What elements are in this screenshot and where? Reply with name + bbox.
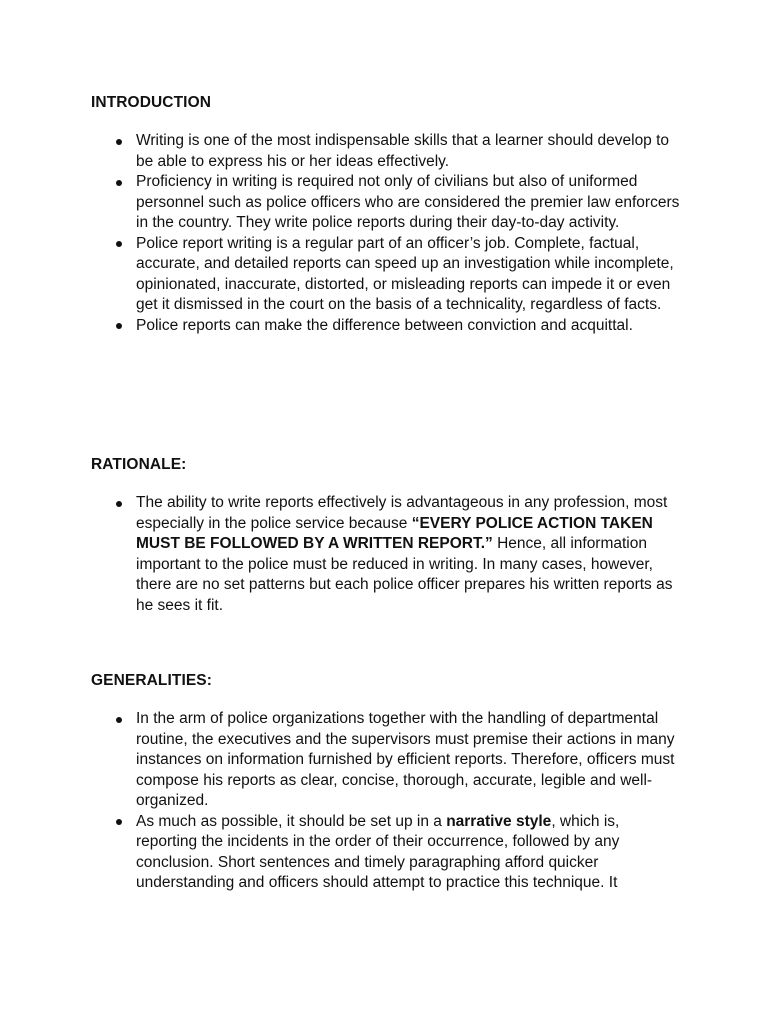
- bullet-icon: [116, 819, 122, 825]
- rationale-text-before: The ability to write reports effectively is advantageous in any profession, most especially in the police service because: [136, 494, 668, 532]
- list-item: [91, 812, 691, 894]
- bullet-icon: [116, 501, 122, 507]
- list-item: [91, 234, 691, 316]
- bullet-icon: [116, 180, 122, 186]
- list-item-text: [136, 812, 682, 894]
- list-item: [91, 316, 691, 337]
- list-item: [91, 172, 691, 234]
- list-item-text: In the arm of police organizations together with the handling of departmental routine, the executives and the supervisors must premise their actions in many instances on information furnished by efficient reports. Therefore, officers must compose his reports as clear, concise, thorough, accurate, legible and well-organized.: [136, 710, 675, 809]
- list-item-text: Police report writing is a regular part of an officer’s job. Complete, factual, accurate, and detailed reports can speed up an investigation while incomplete, opinionated, inaccurate, distorted, or misleading reports can impede it or even get it dismissed in the court on the basis of a technicality, regardless of facts.: [136, 234, 674, 313]
- generalities-text-before: As much as possible, it should be set up in a: [136, 812, 447, 830]
- introduction-section: [91, 93, 691, 336]
- rationale-bullet-list: [91, 493, 691, 616]
- bullet-icon: [116, 717, 122, 723]
- rationale-heading: RATIONALE:: [91, 456, 187, 473]
- bullet-icon: [116, 139, 122, 145]
- rationale-section: [91, 455, 691, 616]
- generalities-heading: GENERALITIES:: [91, 672, 213, 689]
- bullet-icon: [116, 241, 122, 247]
- generalities-section: [91, 671, 691, 894]
- rationale-text-after: Hence, all information important to the police must be reduced in writing. In many cases, however, there are no set patterns but each police officer prepares his written reports as he sees it fit.: [136, 535, 673, 614]
- generalities-text-after: , which is, reporting the incidents in the order of their occurrence, followed by any conclusion. Short sentences and timely paragraphing afford quicker understanding and officers should attempt to practice this technique. It: [136, 812, 620, 891]
- list-item-text: [136, 493, 682, 616]
- rationale-bold-quote: “EVERY POLICE ACTION TAKEN MUST BE FOLLOWED BY A WRITTEN REPORT.”: [136, 514, 653, 552]
- narrative-style-term: narrative style: [446, 812, 552, 830]
- introduction-bullet-list: [91, 131, 691, 336]
- bullet-icon: [116, 323, 122, 329]
- list-item-text: Police reports can make the difference between conviction and acquittal.: [136, 316, 633, 334]
- list-item: [91, 493, 691, 616]
- list-item: [91, 131, 691, 172]
- list-item: [91, 709, 691, 812]
- list-item-text: Proficiency in writing is required not only of civilians but also of uniformed personnel such as police officers who are considered the premier law enforcers in the country. They write police reports during their day-to-day activity.: [136, 173, 680, 231]
- introduction-heading: INTRODUCTION: [91, 94, 212, 111]
- generalities-bullet-list: [91, 709, 691, 894]
- list-item-text: Writing is one of the most indispensable skills that a learner should develop to be able to express his or her ideas effectively.: [136, 132, 670, 170]
